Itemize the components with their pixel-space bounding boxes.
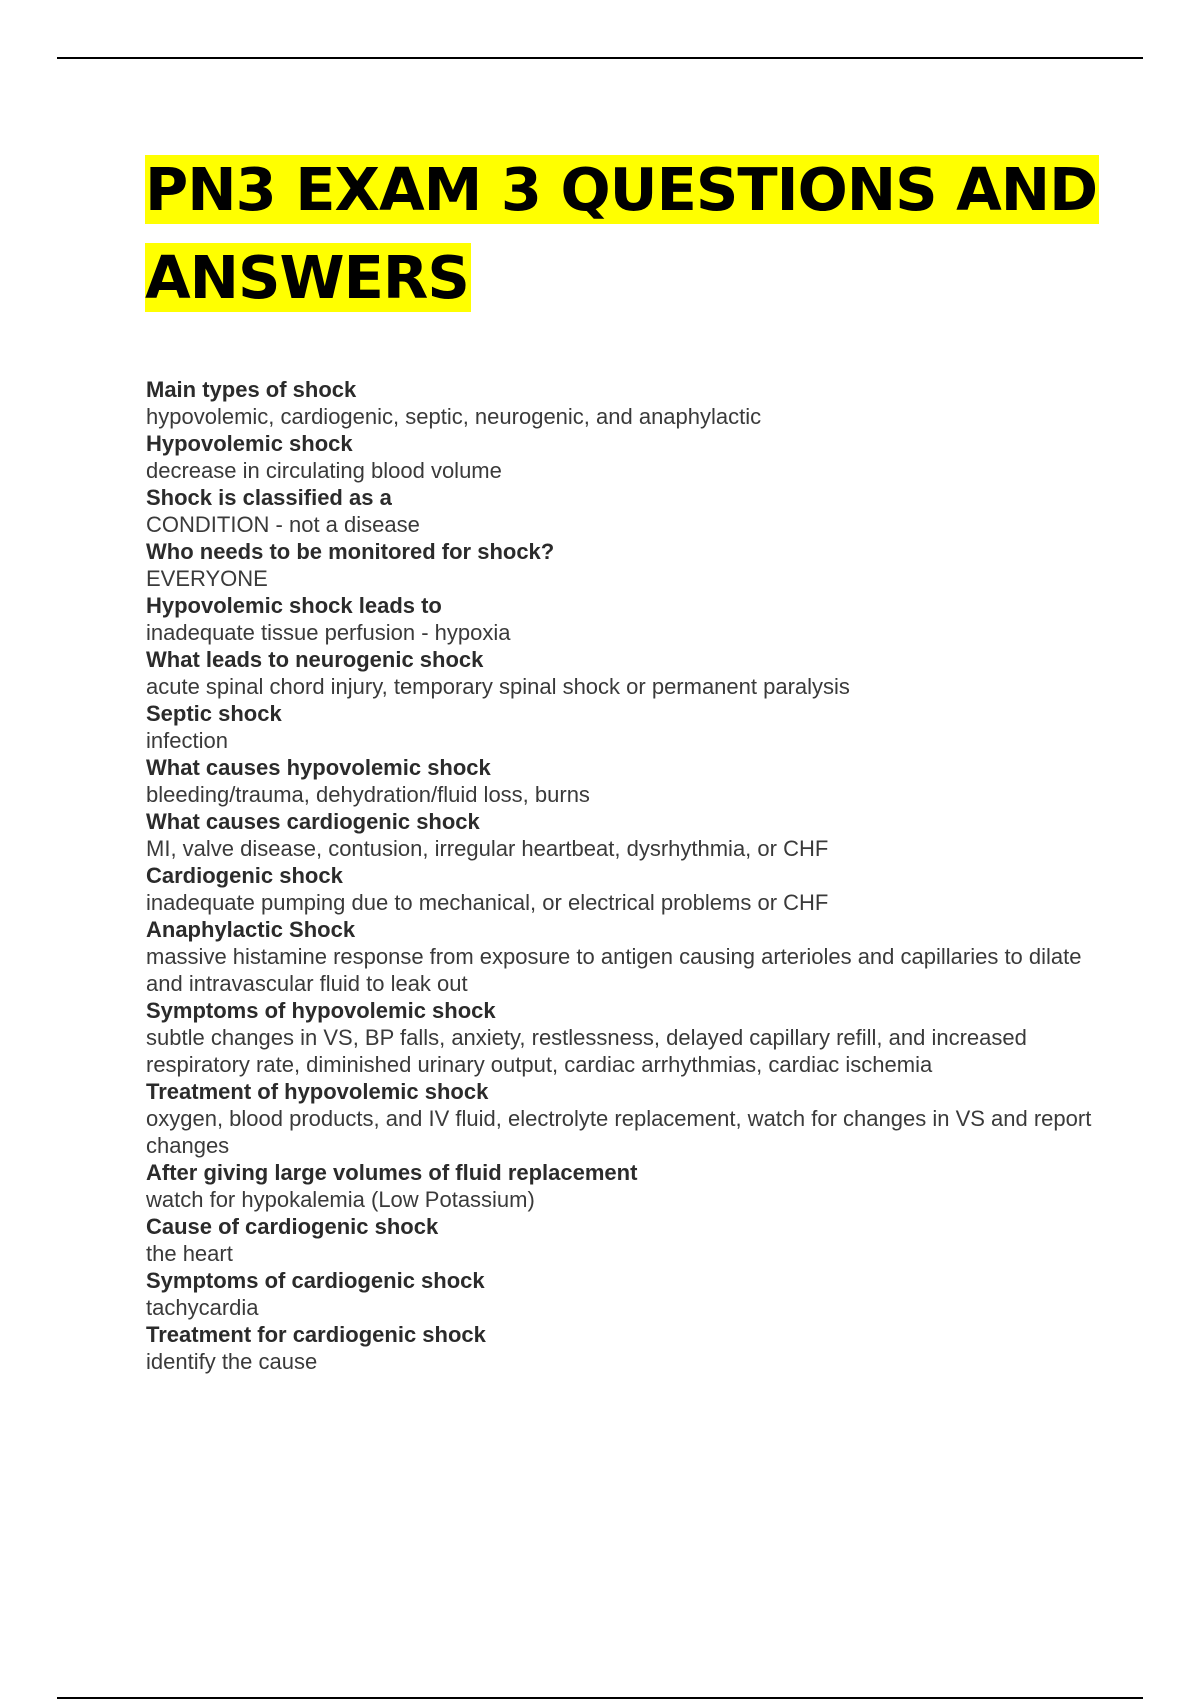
answer: inadequate tissue perfusion - hypoxia xyxy=(146,620,511,645)
qa-item xyxy=(146,1321,1106,1375)
answer: oxygen, blood products, and IV fluid, electrolyte replacement, watch for changes in VS and report changes xyxy=(146,1106,1092,1158)
answer: tachycardia xyxy=(146,1295,259,1320)
qa-item xyxy=(146,754,1106,808)
qa-item xyxy=(146,646,1106,700)
answer: identify the cause xyxy=(146,1349,318,1374)
qa-item xyxy=(146,430,1106,484)
qa-item xyxy=(146,862,1106,916)
answer: acute spinal chord injury, temporary spinal shock or permanent paralysis xyxy=(146,674,850,699)
question: Treatment for cardiogenic shock xyxy=(146,1322,486,1347)
question: Cause of cardiogenic shock xyxy=(146,1214,439,1239)
answer: infection xyxy=(146,728,228,753)
qa-item xyxy=(146,592,1106,646)
question: Shock is classified as a xyxy=(146,485,392,510)
question: Symptoms of hypovolemic shock xyxy=(146,998,496,1023)
qa-list xyxy=(146,376,1106,1375)
qa-item xyxy=(146,1213,1106,1267)
answer: decrease in circulating blood volume xyxy=(146,458,502,483)
qa-item xyxy=(146,1267,1106,1321)
qa-item xyxy=(146,538,1106,592)
qa-item xyxy=(146,484,1106,538)
answer: massive histamine response from exposure to antigen causing arterioles and capillaries to dilate and intravascular fluid to leak out xyxy=(146,944,1082,996)
answer: bleeding/trauma, dehydration/fluid loss, burns xyxy=(146,782,590,807)
qa-item xyxy=(146,1159,1106,1213)
answer: EVERYONE xyxy=(146,566,268,591)
qa-item xyxy=(146,997,1106,1078)
qa-item xyxy=(146,916,1106,997)
question: Cardiogenic shock xyxy=(146,863,343,888)
title-line-1: PN3 EXAM 3 QUESTIONS AND xyxy=(145,155,1098,224)
question: Hypovolemic shock leads to xyxy=(146,593,442,618)
answer: CONDITION - not a disease xyxy=(146,512,420,537)
question: What causes hypovolemic shock xyxy=(146,755,491,780)
title-block xyxy=(145,146,1105,322)
answer: watch for hypokalemia (Low Potassium) xyxy=(146,1187,535,1212)
qa-item xyxy=(146,808,1106,862)
answer: the heart xyxy=(146,1241,233,1266)
question: After giving large volumes of fluid replacement xyxy=(146,1160,638,1185)
answer: MI, valve disease, contusion, irregular heartbeat, dysrhythmia, or CHF xyxy=(146,836,829,861)
question: What causes cardiogenic shock xyxy=(146,809,480,834)
answer: subtle changes in VS, BP falls, anxiety, restlessness, delayed capillary refill, and increased respiratory rate, diminished urinary output, cardiac arrhythmias, cardiac ischemia xyxy=(146,1025,1027,1077)
answer: hypovolemic, cardiogenic, septic, neurogenic, and anaphylactic xyxy=(146,404,762,429)
question: Symptoms of cardiogenic shock xyxy=(146,1268,485,1293)
page-title xyxy=(145,146,1105,322)
title-line-2: ANSWERS xyxy=(145,243,469,312)
question: Septic shock xyxy=(146,701,282,726)
question: What leads to neurogenic shock xyxy=(146,647,484,672)
answer: inadequate pumping due to mechanical, or electrical problems or CHF xyxy=(146,890,829,915)
qa-item xyxy=(146,1078,1106,1159)
question: Main types of shock xyxy=(146,377,357,402)
qa-item xyxy=(146,700,1106,754)
question: Treatment of hypovolemic shock xyxy=(146,1079,489,1104)
question: Hypovolemic shock xyxy=(146,431,353,456)
question: Who needs to be monitored for shock? xyxy=(146,539,555,564)
qa-item xyxy=(146,376,1106,430)
top-divider xyxy=(57,57,1143,59)
bottom-divider xyxy=(57,1697,1143,1699)
question: Anaphylactic Shock xyxy=(146,917,356,942)
